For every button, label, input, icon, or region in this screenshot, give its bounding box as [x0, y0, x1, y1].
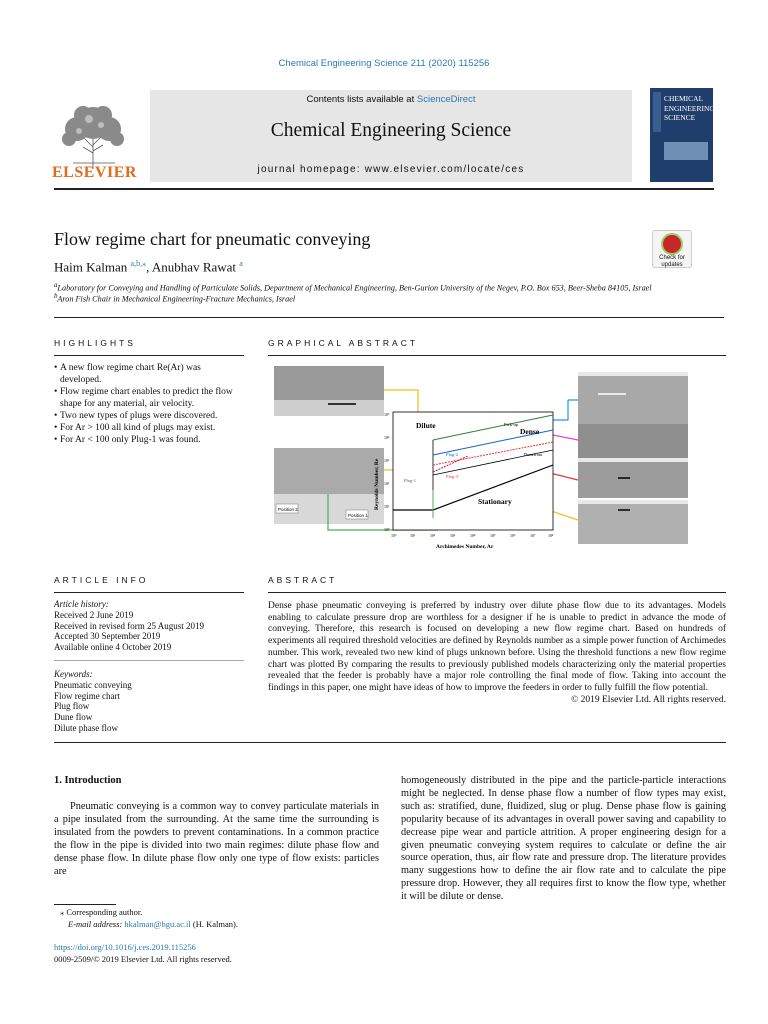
title-rule	[54, 317, 724, 318]
crossmark-icon	[661, 233, 683, 255]
photo-label: Position 2	[278, 507, 298, 512]
crossmark-label: Check for updates	[659, 255, 685, 268]
journal-homepage[interactable]: journal homepage: www.elsevier.com/locate/ces	[257, 164, 525, 175]
corresponding-label: Corresponding author.	[66, 907, 143, 917]
header-rule	[54, 188, 714, 190]
region-label: Dense	[520, 427, 540, 436]
affiliation-text: Aron Fish Chair in Mechanical Engineering-Fracture Mechanics, Israel	[57, 294, 296, 304]
abstract-copyright: © 2019 Elsevier Ltd. All rights reserved.	[571, 694, 726, 705]
x-axis-label: Archimedes Number, Ar	[436, 544, 494, 550]
elsevier-wordmark: ELSEVIER	[52, 164, 137, 181]
y-tick-label: 10⁴	[384, 435, 390, 440]
corresponding-author-note	[54, 907, 142, 918]
journal-citation[interactable]	[0, 58, 768, 69]
region-label: Plug-3	[446, 474, 459, 479]
email-note	[68, 919, 238, 929]
abstract-text: Dense phase pneumatic conveying is preferred by industry over dilute phase flow due to its advantages. Models enabling to calculate pressure drop are worthless for a designer if he is unable to predict in advance the mode of conveying. Therefore, this research is focused on developing a new flow regime chart. Based on hundreds of experiments all required threshold velocities are defined by Reynolds number as a simple power function of Archimedes number. This work, revealed two new kind of plugs unknown before. Using the threshold functions a new flow regime chart was plotted By comparing the results to previously published models characterizing only the material properties revealed that the feeder is probably have a major role controlling the final mode of flow. Taking into account the findings in this paper, one might have ideas of how to improve the feeders in order to fully fulfill the flow potential.	[268, 601, 726, 693]
x-tick-label: 10⁸	[548, 533, 554, 538]
x-tick-label: 10⁴	[470, 533, 476, 538]
highlights-list	[54, 362, 244, 446]
affiliation-mark: b	[54, 293, 58, 300]
doi-link[interactable]: https://doi.org/10.1016/j.ces.2019.115256	[54, 942, 196, 952]
history-item: Received 2 June 2019	[54, 609, 134, 620]
region-label: Dilute	[416, 421, 436, 430]
highlight-item: • For Ar < 100 only Plug-1 was found.	[54, 434, 244, 446]
region-label: Plug-2	[446, 452, 459, 457]
intro-paragraph-right: homogeneously distributed in the pipe and the particle-particle interactions might be neglected. In dense phase flow a number of flow types may exist, such as: stratified, dune, fluidized, slug or plug. Dense phase flow is gaining popularity because of its advantages in overall power saving and capability to decrease pipe wear and particle attrition. A proper engineering design for a given pneumatic conveying system requires to calculate or define the air source operation, thus, air flow rate and pressure drop. The literature provides many suggestions how to define the air flow rate and to calculate the pipe pressure drop. However, they all requires first to know the flow type, whether it will be dilute or dense.	[401, 775, 726, 903]
history-item: Available online 4 October 2019	[54, 642, 172, 653]
photo-plug-2	[578, 458, 688, 498]
region-label: Stationary	[478, 497, 512, 506]
article-info-rule	[54, 592, 244, 593]
doi-line	[54, 942, 196, 952]
keyword: Dilute phase flow	[54, 722, 118, 733]
author-affiliation-mark[interactable]: a	[239, 259, 243, 268]
highlight-item: • Two new types of plugs were discovered.	[54, 410, 244, 422]
highlight-item: • Flow regime chart enables to predict the flow shape for any material, air velocity.	[54, 386, 244, 410]
x-tick-label: 10³	[450, 533, 456, 538]
cover-title: CHEMICAL ENGINEERING SCIENCE	[664, 94, 715, 122]
highlights-rule	[54, 355, 244, 356]
y-tick-label: 10¹	[384, 504, 390, 509]
photo-label: Position 1	[348, 513, 368, 518]
affiliation-b	[54, 293, 295, 304]
region-label: Dunefront	[524, 452, 543, 457]
highlight-item: • A new flow regime chart Re(Ar) was developed.	[54, 362, 244, 386]
keywords-rule	[54, 660, 244, 661]
email-link[interactable]: hkalman@bgu.ac.il	[124, 919, 191, 929]
photo-dense	[578, 372, 688, 424]
paper-title: Flow regime chart for pneumatic conveying	[54, 229, 371, 249]
x-tick-label: 10⁵	[490, 533, 496, 538]
intro-paragraph-left: Pneumatic conveying is a common way to convey particulate materials in a pipe insulated from the surrounding. At the same time the surrounding is insulated from the powders to prevent contaminations. In a common practice the flow in the pipe is divided into two main regimes: dilute phase flow and dense phase flow. In dilute phase flow only one type of flow exists: particles are	[54, 801, 379, 877]
region-label: Pick-up	[504, 422, 518, 427]
keyword: Flow regime chart	[54, 690, 120, 701]
journal-title: Chemical Engineering Science	[270, 120, 512, 141]
graphical-abstract-figure	[268, 360, 728, 570]
affiliation-a	[54, 282, 652, 293]
journal-cover-thumbnail[interactable]	[650, 88, 713, 182]
cover-strip	[653, 92, 661, 132]
x-tick-label: 10²	[430, 533, 436, 538]
y-tick-label: 10⁵	[384, 412, 390, 417]
keywords	[54, 669, 132, 734]
section-heading: 1. Introduction	[54, 775, 122, 786]
abstract-body	[268, 601, 726, 706]
email-suffix: (H. Kalman).	[192, 919, 238, 929]
keyword: Pneumatic conveying	[54, 679, 132, 690]
footnote-mark: ⁎	[60, 907, 65, 917]
y-tick-label: 10³	[384, 458, 390, 463]
abstract-rule	[268, 592, 726, 593]
author-affiliation-mark[interactable]: a,b,⁎	[130, 259, 147, 268]
author-name[interactable]: Anubhav Rawat	[151, 259, 237, 275]
affiliation-text: Laboratory for Conveying and Handling of Particulate Solids, Department of Mechanical Engineering, Ben-Gurion University of the Negev, P.O. Box 653, Beer-Sheba 84105, Israel	[57, 283, 652, 293]
photo-pickup	[578, 424, 688, 458]
x-tick-label: 10¹	[410, 533, 416, 538]
y-tick-label: 10⁰	[384, 527, 390, 532]
graphical-abstract-heading: GRAPHICAL ABSTRACT	[268, 338, 419, 348]
contents-prefix: Contents lists available at	[306, 94, 417, 105]
history-item: Accepted 30 September 2019	[54, 631, 161, 642]
article-history	[54, 599, 204, 653]
history-item: Received in revised form 25 August 2019	[54, 620, 204, 631]
y-tick-label: 10²	[384, 481, 390, 486]
keyword: Plug flow	[54, 701, 90, 712]
cover-images	[664, 142, 708, 160]
x-tick-label: 10⁶	[510, 533, 516, 538]
contents-line	[150, 94, 632, 105]
region-label: Plug-1	[404, 478, 417, 483]
affiliation-mark: a	[54, 282, 58, 289]
author-name[interactable]: Haim Kalman	[54, 259, 128, 275]
author-list: Haim Kalman $^{a,b,⁎}$, Anubhav Rawat $^a$	[54, 259, 243, 275]
x-tick-label: 10⁷	[530, 533, 536, 538]
photo-plug	[274, 448, 384, 494]
photo-stationary	[578, 500, 688, 544]
graphical-abstract-rule	[268, 355, 726, 356]
issn-line: 0009-2509/© 2019 Elsevier Ltd. All rights reserved.	[54, 954, 232, 964]
footnote-rule	[54, 904, 116, 905]
highlights-heading: HIGHLIGHTS	[54, 338, 136, 348]
email-label: E-mail address:	[68, 919, 123, 929]
abstract-heading: ABSTRACT	[268, 575, 338, 585]
history-label: Article history:	[54, 599, 109, 609]
highlight-item: • For Ar > 100 all kind of plugs may exist.	[54, 422, 244, 434]
keywords-label: Keywords:	[54, 669, 93, 679]
article-info-heading: ARTICLE INFO	[54, 575, 149, 585]
check-for-updates-badge[interactable]	[652, 230, 692, 268]
abstract-bottom-rule	[54, 742, 726, 743]
y-axis-label: Reynolds Number, Re	[374, 458, 380, 510]
x-tick-label: 10⁰	[391, 533, 397, 538]
sciencedirect-link[interactable]: ScienceDirect	[416, 94, 476, 105]
citation-link[interactable]: Chemical Engineering Science 211 (2020) 115256	[278, 58, 490, 69]
keyword: Dune flow	[54, 712, 93, 723]
